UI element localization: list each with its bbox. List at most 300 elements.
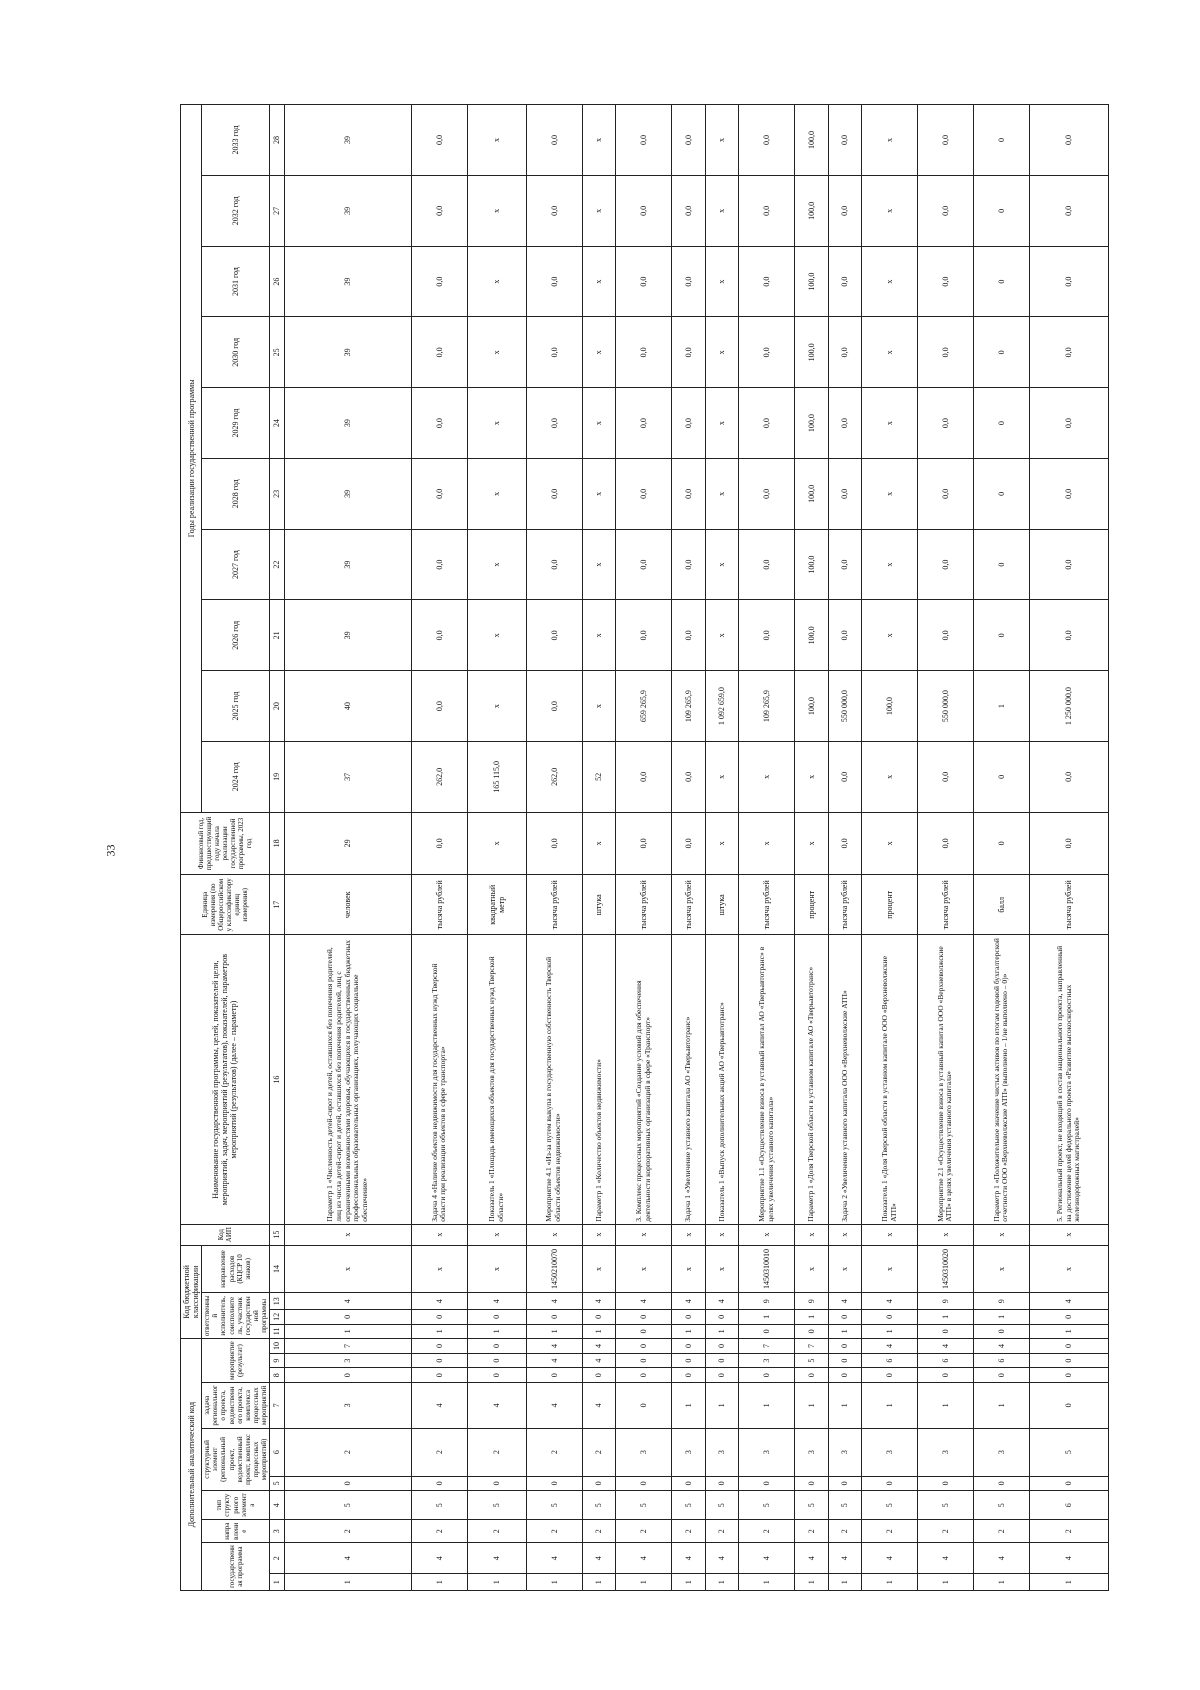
code-cell: 1 xyxy=(582,1574,616,1591)
code-cell: 1 xyxy=(526,1574,582,1591)
value-cell: 39 xyxy=(284,458,411,529)
value-cell: 0,0 xyxy=(616,388,672,459)
value-cell: 0,0 xyxy=(828,317,862,388)
table-row xyxy=(616,105,672,1591)
code-cell: x xyxy=(1029,1245,1109,1293)
value-cell: x xyxy=(862,600,918,671)
column-number-cell: 23 xyxy=(269,458,284,529)
code-cell: 5 xyxy=(917,1491,973,1520)
struct-elem-header: структурный элемент (региональный проект, ведомственный проект, комплекс процессных мероприятий) xyxy=(202,1428,269,1490)
code-cell: 0 xyxy=(411,1339,467,1354)
code-cell: x xyxy=(973,1245,1029,1293)
code-cell: x xyxy=(862,1245,918,1293)
code-cell: 4 xyxy=(526,1382,582,1428)
code-cell: 5 xyxy=(828,1491,862,1520)
code-cell: x xyxy=(671,1245,705,1293)
code-cell: 2 xyxy=(526,1428,582,1476)
value-cell: x xyxy=(705,600,739,671)
code-cell: 6 xyxy=(917,1353,973,1368)
code-cell: 4 xyxy=(582,1353,616,1368)
code-cell: 4 xyxy=(705,1543,739,1574)
value-cell: 0,0 xyxy=(526,529,582,600)
value-cell: 0,0 xyxy=(526,600,582,671)
code-cell: 1450310010 xyxy=(739,1245,795,1293)
code-cell: x xyxy=(616,1245,672,1293)
year-header: 2027 год xyxy=(202,529,269,600)
code-cell: 1 xyxy=(411,1574,467,1591)
code-cell: 2 xyxy=(284,1428,411,1476)
code-cell: x xyxy=(411,1245,467,1293)
value-cell: 39 xyxy=(284,317,411,388)
code-cell: 4 xyxy=(739,1543,795,1574)
value-cell: x xyxy=(794,741,828,812)
code-cell: 0 xyxy=(794,1324,828,1339)
value-cell: 0,0 xyxy=(671,246,705,317)
code-cell: 1 xyxy=(917,1574,973,1591)
executor-header: ответственный исполнитель, соисполнитель, участник государственной программы xyxy=(202,1293,269,1339)
year-header: 2026 год xyxy=(202,600,269,671)
code-cell: x xyxy=(828,1245,862,1293)
value-cell: 0,0 xyxy=(828,388,862,459)
column-number-cell: 9 xyxy=(269,1353,284,1368)
value-cell: 0,0 xyxy=(1029,458,1109,529)
code-cell: 1 xyxy=(828,1382,862,1428)
column-number-cell: 13 xyxy=(269,1293,284,1310)
code-cell: 2 xyxy=(467,1520,526,1543)
years-group-header: Годы реализации государственной программы xyxy=(181,105,202,813)
code-cell: 0 xyxy=(862,1476,918,1491)
code-cell: 1 xyxy=(862,1574,918,1591)
name-cell: Мероприятие 2.1 «Осуществление взноса в уставный капитал ООО «Верхневолжские АТП» в целях увеличения уставного капитала» xyxy=(917,935,973,1224)
name-cell: Мероприятие 4.1 «Из-за путем выкупа в государственную собственность Тверской области объектов недвижимости» xyxy=(526,935,582,1224)
value-cell: 0,0 xyxy=(1029,317,1109,388)
name-cell: Задача 1 «Увеличение уставного капитала АО «Тверьавтотранс» xyxy=(671,935,705,1224)
table-row xyxy=(705,105,739,1591)
code-cell: 4 xyxy=(526,1353,582,1368)
table-row xyxy=(467,105,526,1591)
code-cell: 0 xyxy=(828,1368,862,1383)
code-cell: 2 xyxy=(582,1520,616,1543)
code-cell: 0 xyxy=(671,1353,705,1368)
code-cell: 0 xyxy=(411,1353,467,1368)
code-cell: 2 xyxy=(862,1520,918,1543)
code-cell: 0 xyxy=(284,1476,411,1491)
code-cell: 1 xyxy=(862,1324,918,1339)
code-cell: 0 xyxy=(616,1310,672,1325)
value-cell: 100,0 xyxy=(794,529,828,600)
value-cell: 0,0 xyxy=(671,529,705,600)
name-cell: Параметр 1 «Количество объектов недвижимости» xyxy=(582,935,616,1224)
aip-code-header: Код АИП xyxy=(181,1224,270,1245)
code-cell: 0 xyxy=(1029,1368,1109,1383)
value-cell: 0,0 xyxy=(917,388,973,459)
value-cell: 0,0 xyxy=(671,741,705,812)
value-cell: 0,0 xyxy=(917,458,973,529)
code-cell: 4 xyxy=(862,1293,918,1310)
code-cell: 4 xyxy=(582,1293,616,1310)
value-cell: 0,0 xyxy=(917,105,973,176)
code-cell: 3 xyxy=(671,1428,705,1476)
value-cell: 0,0 xyxy=(616,812,672,874)
code-cell: 2 xyxy=(284,1520,411,1543)
code-cell: 2 xyxy=(411,1428,467,1476)
name-cell: Параметр 1 «Положительное значение чистых активов по итогам годовой бухгалтерской отчетности ООО «Верхневолжские АТП» (выполнено – 1/не выполнено – 0)» xyxy=(973,935,1029,1224)
code-cell: 9 xyxy=(794,1293,828,1310)
code-cell: 2 xyxy=(794,1520,828,1543)
code-cell: 0 xyxy=(284,1368,411,1383)
value-cell: 100,0 xyxy=(794,458,828,529)
code-cell: 1 xyxy=(828,1574,862,1591)
code-cell: x xyxy=(526,1224,582,1245)
code-cell: 0 xyxy=(1029,1310,1109,1325)
code-cell: 4 xyxy=(671,1293,705,1310)
code-cell: 0 xyxy=(467,1476,526,1491)
code-cell: 3 xyxy=(616,1428,672,1476)
value-cell: x xyxy=(467,671,526,742)
unit-cell: штука xyxy=(705,875,739,935)
value-cell: x xyxy=(582,812,616,874)
code-cell: 1 xyxy=(973,1574,1029,1591)
value-cell: x xyxy=(582,388,616,459)
value-cell: x xyxy=(467,246,526,317)
code-cell: 1 xyxy=(739,1574,795,1591)
code-cell: 3 xyxy=(739,1428,795,1476)
code-cell: 0 xyxy=(467,1368,526,1383)
code-cell: 1 xyxy=(284,1324,411,1339)
code-cell: x xyxy=(917,1224,973,1245)
code-cell: 1 xyxy=(671,1574,705,1591)
value-cell: x xyxy=(705,105,739,176)
code-cell: 0 xyxy=(1029,1382,1109,1428)
code-cell: 7 xyxy=(284,1339,411,1354)
code-cell: 5 xyxy=(794,1491,828,1520)
value-cell: 0,0 xyxy=(1029,529,1109,600)
code-cell: x xyxy=(616,1224,672,1245)
column-number-cell: 18 xyxy=(269,812,284,874)
value-cell: 165 115,0 xyxy=(467,741,526,812)
value-cell: 0,0 xyxy=(1029,388,1109,459)
code-cell: 1 xyxy=(828,1324,862,1339)
code-cell: 4 xyxy=(705,1293,739,1310)
code-cell: 0 xyxy=(616,1382,672,1428)
table-container xyxy=(180,104,1082,1591)
value-cell: x xyxy=(862,105,918,176)
value-cell: x xyxy=(467,105,526,176)
value-cell: x xyxy=(862,812,918,874)
code-cell: x xyxy=(411,1224,467,1245)
code-cell: 0 xyxy=(526,1476,582,1491)
code-cell: 0 xyxy=(705,1368,739,1383)
value-cell: 0,0 xyxy=(671,175,705,246)
code-cell: 9 xyxy=(917,1293,973,1310)
code-cell: 5 xyxy=(526,1491,582,1520)
column-number-cell: 17 xyxy=(269,875,284,935)
unit-cell: тысяча рублей xyxy=(411,875,467,935)
code-cell: 4 xyxy=(411,1293,467,1310)
code-cell: 2 xyxy=(1029,1520,1109,1543)
code-cell: 5 xyxy=(582,1491,616,1520)
unit-cell: тысяча рублей xyxy=(671,875,705,935)
code-cell: x xyxy=(284,1224,411,1245)
code-cell: 3 xyxy=(828,1428,862,1476)
code-cell: 1 xyxy=(284,1574,411,1591)
code-cell: 3 xyxy=(917,1428,973,1476)
value-cell: 0,0 xyxy=(828,246,862,317)
year-header: 2025 год xyxy=(202,671,269,742)
code-cell: 4 xyxy=(828,1293,862,1310)
code-cell: 0 xyxy=(828,1353,862,1368)
additional-code-header: Дополнительный аналитический код xyxy=(181,1339,202,1591)
code-cell: 0 xyxy=(582,1368,616,1383)
value-cell: 100,0 xyxy=(794,671,828,742)
code-cell: 0 xyxy=(582,1310,616,1325)
code-cell: 1 xyxy=(1029,1574,1109,1591)
table-row xyxy=(526,105,582,1591)
code-cell: 5 xyxy=(616,1491,672,1520)
value-cell: 1 250 000,0 xyxy=(1029,671,1109,742)
code-cell: 0 xyxy=(794,1368,828,1383)
year-header: 2031 год xyxy=(202,246,269,317)
program-table xyxy=(180,104,1109,1591)
table-row xyxy=(582,105,616,1591)
code-cell: 1450310020 xyxy=(917,1245,973,1293)
code-cell: 4 xyxy=(862,1543,918,1574)
code-cell: 0 xyxy=(616,1339,672,1354)
unit-cell: тысяча рублей xyxy=(616,875,672,935)
code-cell: 0 xyxy=(828,1339,862,1354)
code-cell: 2 xyxy=(616,1520,672,1543)
value-cell: 0,0 xyxy=(616,529,672,600)
value-cell: x xyxy=(705,529,739,600)
column-number-cell: 11 xyxy=(269,1324,284,1339)
code-cell: 0 xyxy=(411,1310,467,1325)
value-cell: 0,0 xyxy=(739,175,795,246)
code-cell: x xyxy=(671,1224,705,1245)
value-cell: 0,0 xyxy=(828,812,862,874)
header-row-1 xyxy=(181,105,202,1591)
value-cell: 0,0 xyxy=(616,246,672,317)
value-cell: 109 265,9 xyxy=(671,671,705,742)
value-cell: x xyxy=(582,600,616,671)
code-cell: 5 xyxy=(794,1353,828,1368)
code-cell: 3 xyxy=(862,1428,918,1476)
code-cell: 0 xyxy=(917,1476,973,1491)
code-cell: x xyxy=(467,1245,526,1293)
value-cell: 0,0 xyxy=(917,175,973,246)
code-cell: 1 xyxy=(862,1382,918,1428)
code-cell: x xyxy=(739,1224,795,1245)
code-cell: 6 xyxy=(1029,1491,1109,1520)
code-cell: 4 xyxy=(411,1543,467,1574)
column-number-cell: 8 xyxy=(269,1368,284,1383)
code-cell: 0 xyxy=(671,1339,705,1354)
value-cell: 0 xyxy=(973,175,1029,246)
code-cell: x xyxy=(705,1224,739,1245)
code-cell: 3 xyxy=(794,1428,828,1476)
code-cell: 4 xyxy=(973,1543,1029,1574)
value-cell: x xyxy=(705,388,739,459)
value-cell: 1 xyxy=(973,671,1029,742)
code-cell: 0 xyxy=(616,1324,672,1339)
code-cell: 5 xyxy=(705,1491,739,1520)
value-cell: 0,0 xyxy=(411,175,467,246)
value-cell: 0,0 xyxy=(616,458,672,529)
value-cell: 52 xyxy=(582,741,616,812)
code-cell: 7 xyxy=(739,1339,795,1354)
column-number-cell: 1 xyxy=(269,1574,284,1591)
name-cell: Задача 4 «Наличие объектов недвижимости для государственных нужд Тверской области при реализации объектов в сфере транспорта» xyxy=(411,935,467,1224)
table-row xyxy=(828,105,862,1591)
code-cell: 0 xyxy=(467,1353,526,1368)
value-cell: 0,0 xyxy=(411,246,467,317)
code-cell: 6 xyxy=(973,1353,1029,1368)
value-cell: 0 xyxy=(973,458,1029,529)
value-cell: 0,0 xyxy=(411,812,467,874)
code-cell: 4 xyxy=(1029,1293,1109,1310)
code-cell: 1 xyxy=(671,1324,705,1339)
code-cell: 9 xyxy=(973,1293,1029,1310)
code-cell: 1 xyxy=(973,1382,1029,1428)
code-cell: 1 xyxy=(705,1382,739,1428)
value-cell: 0,0 xyxy=(411,600,467,671)
value-cell: 0,0 xyxy=(671,388,705,459)
code-cell: 0 xyxy=(862,1310,918,1325)
year-header: 2032 год xyxy=(202,175,269,246)
code-cell: 1 xyxy=(467,1574,526,1591)
value-cell: 0,0 xyxy=(828,529,862,600)
value-cell: x xyxy=(862,388,918,459)
year-header: 2033 год xyxy=(202,105,269,176)
code-cell: 4 xyxy=(467,1543,526,1574)
code-cell: 0 xyxy=(582,1476,616,1491)
value-cell: 39 xyxy=(284,388,411,459)
column-number-cell: 19 xyxy=(269,741,284,812)
unit-cell: балл xyxy=(973,875,1029,935)
code-cell: 0 xyxy=(616,1353,672,1368)
value-cell: x xyxy=(582,317,616,388)
value-cell: 0,0 xyxy=(828,175,862,246)
code-cell: x xyxy=(467,1224,526,1245)
code-cell: 1 xyxy=(616,1574,672,1591)
code-cell: 4 xyxy=(526,1339,582,1354)
value-cell: x xyxy=(739,741,795,812)
code-cell: 4 xyxy=(1029,1543,1109,1574)
code-cell: 7 xyxy=(794,1339,828,1354)
code-cell: 0 xyxy=(1029,1476,1109,1491)
value-cell: 550 000,0 xyxy=(828,671,862,742)
code-cell: 1 xyxy=(705,1574,739,1591)
code-cell: 1 xyxy=(671,1382,705,1428)
column-number-cell: 10 xyxy=(269,1339,284,1354)
code-cell: 4 xyxy=(411,1382,467,1428)
code-cell: 0 xyxy=(671,1310,705,1325)
code-cell: 1450210070 xyxy=(526,1245,582,1293)
code-cell: 0 xyxy=(705,1476,739,1491)
code-cell: x xyxy=(794,1245,828,1293)
value-cell: x xyxy=(467,317,526,388)
unit-cell: тысяча рублей xyxy=(739,875,795,935)
value-cell: 0,0 xyxy=(671,812,705,874)
value-cell: 100,0 xyxy=(794,105,828,176)
value-cell: x xyxy=(739,812,795,874)
code-cell: 0 xyxy=(739,1476,795,1491)
value-cell: x xyxy=(582,105,616,176)
value-cell: 39 xyxy=(284,600,411,671)
code-cell: 2 xyxy=(973,1520,1029,1543)
code-cell: 2 xyxy=(526,1520,582,1543)
code-cell: 9 xyxy=(739,1293,795,1310)
value-cell: x xyxy=(794,812,828,874)
value-cell: x xyxy=(582,671,616,742)
value-cell: 0,0 xyxy=(1029,812,1109,874)
code-cell: 5 xyxy=(973,1491,1029,1520)
column-number-cell: 3 xyxy=(269,1520,284,1543)
table-row xyxy=(284,105,411,1591)
value-cell: 0,0 xyxy=(526,671,582,742)
value-cell: 109 265,9 xyxy=(739,671,795,742)
value-cell: x xyxy=(467,175,526,246)
code-cell: 0 xyxy=(973,1476,1029,1491)
value-cell: x xyxy=(705,317,739,388)
unit-cell: штука xyxy=(582,875,616,935)
code-cell: 0 xyxy=(411,1476,467,1491)
table-row xyxy=(1029,105,1109,1591)
code-cell: 0 xyxy=(828,1310,862,1325)
value-cell: 0,0 xyxy=(411,388,467,459)
code-cell: 3 xyxy=(284,1382,411,1428)
column-number-cell: 7 xyxy=(269,1382,284,1428)
value-cell: 0,0 xyxy=(1029,741,1109,812)
column-number-cell: 22 xyxy=(269,529,284,600)
code-cell: 0 xyxy=(917,1368,973,1383)
value-cell: x xyxy=(862,246,918,317)
code-cell: 4 xyxy=(284,1543,411,1574)
value-cell: 0 xyxy=(973,317,1029,388)
code-cell: 4 xyxy=(917,1543,973,1574)
column-number-cell: 25 xyxy=(269,317,284,388)
table-row xyxy=(739,105,795,1591)
value-cell: x xyxy=(467,812,526,874)
unit-cell: человек xyxy=(284,875,411,935)
column-number-cell: 16 xyxy=(269,935,284,1224)
name-cell: Задача 2 «Увеличение уставного капитала ООО «Верхневолжские АТП» xyxy=(828,935,862,1224)
value-cell: x xyxy=(705,246,739,317)
code-cell: 0 xyxy=(739,1324,795,1339)
unit-cell: процент xyxy=(862,875,918,935)
value-cell: 0,0 xyxy=(1029,175,1109,246)
code-cell: 0 xyxy=(411,1368,467,1383)
code-cell: 4 xyxy=(794,1543,828,1574)
code-cell: x xyxy=(828,1224,862,1245)
code-cell: 4 xyxy=(917,1339,973,1354)
value-cell: 0,0 xyxy=(411,458,467,529)
code-cell: 0 xyxy=(794,1476,828,1491)
name-cell: 3. Комплекс процессных мероприятий «Создание условий для обеспечения деятельности корпоративных организаций в сфере «Транспорт» xyxy=(616,935,672,1224)
value-cell: x xyxy=(582,529,616,600)
value-cell: 0,0 xyxy=(526,812,582,874)
task-header: задача регионального проекта, ведомственного проекта, комплекса процессных мероприятий xyxy=(202,1382,269,1428)
year-header: 2024 год xyxy=(202,741,269,812)
value-cell: 0,0 xyxy=(1029,246,1109,317)
table-row xyxy=(973,105,1029,1591)
code-cell: 4 xyxy=(467,1382,526,1428)
code-cell: 4 xyxy=(616,1543,672,1574)
value-cell: 0,0 xyxy=(828,600,862,671)
value-cell: 0 xyxy=(973,741,1029,812)
year-header: 2030 год xyxy=(202,317,269,388)
value-cell: 550 000,0 xyxy=(917,671,973,742)
code-cell: 0 xyxy=(828,1476,862,1491)
